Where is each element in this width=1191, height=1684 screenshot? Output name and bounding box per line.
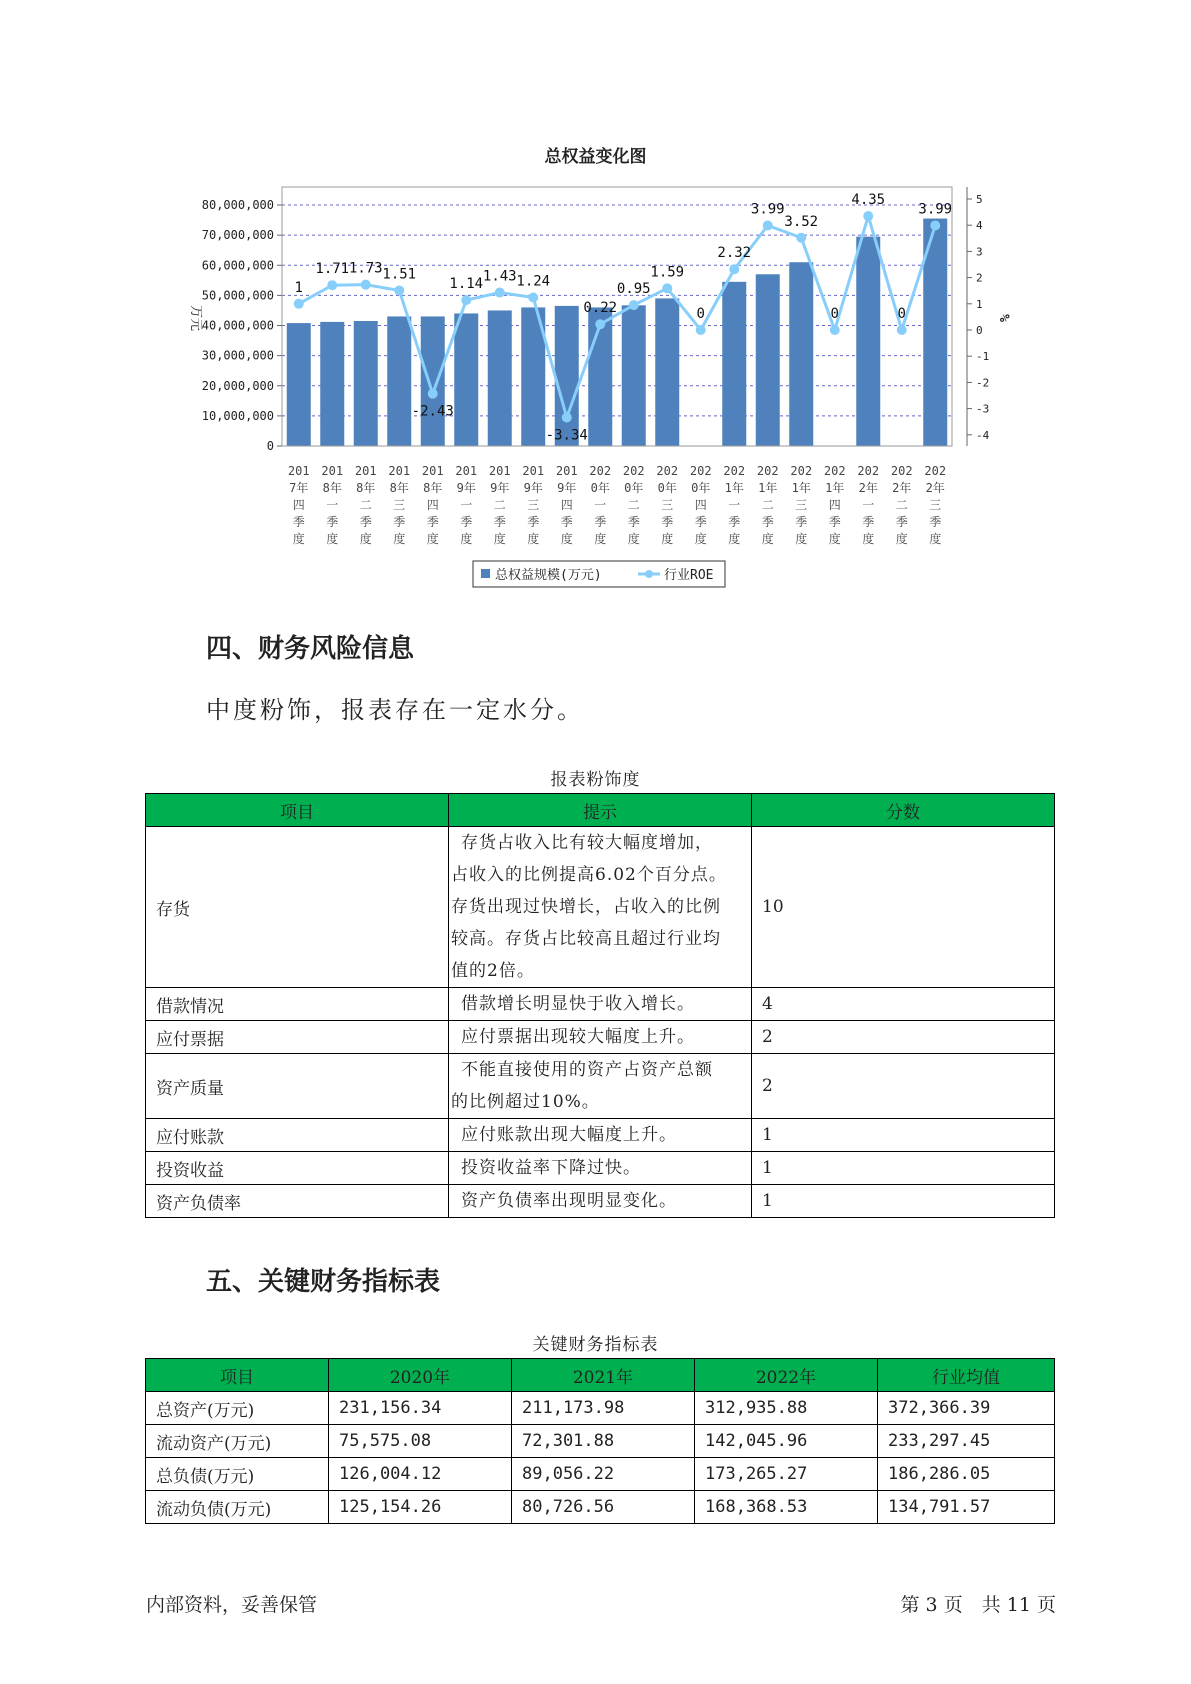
key-header-2022: 2022年: [695, 1359, 878, 1392]
section4-text: 中度粉饰，报表存在一定水分。: [206, 696, 584, 724]
roe-point: [629, 300, 639, 310]
category-label: 季: [795, 515, 808, 529]
legend-item-roe: 行业ROE: [664, 568, 714, 583]
category-label: 一: [594, 498, 607, 512]
y-right-label: %: [996, 314, 1011, 322]
category-label: 202: [924, 464, 947, 478]
equity-bar: [488, 310, 512, 446]
risk-hint-line: 的比例超过10%。: [451, 1092, 600, 1112]
right-tick-label: 0: [976, 324, 983, 337]
page-current: 3: [925, 1594, 938, 1616]
roe-data-label: 0.22: [583, 300, 618, 317]
category-label: 202: [756, 464, 779, 478]
risk-score: 1: [752, 1119, 1055, 1152]
risk-score: 2: [752, 1054, 1055, 1119]
left-tick-label: 10,000,000: [201, 408, 274, 423]
category-label: 季: [359, 515, 372, 529]
category-label: 202: [656, 464, 679, 478]
right-tick-label: 2: [976, 271, 983, 285]
category-label: 1年: [791, 481, 811, 495]
category-label: 季: [326, 515, 339, 529]
category-label: 1年: [724, 481, 744, 495]
category-label: 度: [761, 532, 774, 546]
roe-data-label: 0.95: [616, 281, 651, 298]
category-label: 季: [560, 515, 573, 529]
category-label: 8年: [389, 481, 409, 495]
roe-data-label: 3.99: [918, 201, 953, 218]
key-metric-value: 134,791.57: [878, 1491, 1055, 1524]
key-metric-value: 80,726.56: [512, 1491, 695, 1524]
left-tick-label: 40,000,000: [201, 318, 274, 333]
category-label: 度: [828, 532, 841, 546]
key-metric-label: 流动负债(万元): [146, 1491, 329, 1524]
category-label: 三: [661, 498, 674, 512]
risk-hint: [449, 1119, 752, 1152]
roe-data-label: 0: [696, 306, 705, 322]
category-label: 202: [857, 464, 880, 478]
category-label: 度: [359, 532, 372, 546]
roe-point: [930, 220, 940, 230]
key-metric-value: 89,056.22: [512, 1458, 695, 1491]
risk-hint: [449, 1185, 752, 1218]
risk-item: 资产负债率: [146, 1185, 449, 1218]
key-metric-value: 125,154.26: [329, 1491, 512, 1524]
roe-point: [662, 283, 672, 293]
roe-point: [327, 280, 337, 290]
key-metric-value: 211,173.98: [512, 1392, 695, 1425]
footer-note: 内部资料，妥善保管: [146, 1594, 318, 1616]
legend-bar-swatch: [481, 569, 490, 578]
category-label: 7年: [289, 481, 309, 495]
risk-table-row: [146, 1152, 1055, 1185]
roe-point: [763, 220, 773, 230]
risk-item: 投资收益: [146, 1152, 449, 1185]
category-label: 季: [292, 515, 305, 529]
key-metric-value: 168,368.53: [695, 1491, 878, 1524]
key-metric-value: 372,366.39: [878, 1392, 1055, 1425]
risk-hint-line: 应付账款出现大幅度上升。: [461, 1125, 677, 1145]
key-header-item: 项目: [146, 1359, 329, 1392]
legend-item-equity: 总权益规模(万元): [495, 568, 602, 583]
category-label: 202: [890, 464, 913, 478]
risk-hint: [449, 1054, 752, 1119]
category-label: 一: [460, 498, 473, 512]
category-label: 8年: [356, 481, 376, 495]
category-label: 季: [694, 515, 707, 529]
risk-table-caption: 报表粉饰度: [550, 770, 641, 790]
risk-table-header: [146, 794, 1055, 827]
equity-bar: [320, 322, 344, 446]
key-metrics-table: [145, 1358, 1055, 1524]
equity-bar: [756, 274, 780, 446]
risk-item: 应付账款: [146, 1119, 449, 1152]
left-tick-label: 80,000,000: [201, 198, 274, 212]
key-metric-label: 总资产(万元): [146, 1392, 329, 1425]
category-label: 一: [862, 498, 875, 512]
roe-point: [294, 299, 304, 309]
category-label: 1年: [825, 481, 845, 495]
category-label: 季: [728, 515, 741, 529]
category-label: 四: [426, 498, 439, 512]
right-tick-label: 3: [976, 245, 983, 259]
roe-data-label: 4.35: [851, 192, 886, 209]
risk-item: 借款情况: [146, 988, 449, 1021]
risk-hint-line: 不能直接使用的资产占资产总额: [461, 1060, 713, 1080]
category-label: 二: [493, 498, 506, 512]
equity-bar: [789, 262, 813, 446]
key-metric-value: 72,301.88: [512, 1425, 695, 1458]
category-label: 202: [723, 464, 746, 478]
category-label: 202: [823, 464, 846, 478]
risk-score: 1: [752, 1185, 1055, 1218]
page-number: [900, 1590, 1056, 1617]
key-table-caption: 关键财务指标表: [532, 1335, 659, 1355]
risk-hint-line: 值的2倍。: [451, 961, 535, 981]
category-label: 201: [421, 464, 444, 478]
risk-table-row: [146, 1021, 1055, 1054]
equity-bar: [354, 321, 378, 446]
category-label: 度: [393, 532, 406, 546]
risk-hint-line: 较高。存货占比较高且超过行业均: [451, 929, 721, 949]
right-tick-label: -4: [976, 428, 990, 442]
risk-item: 应付票据: [146, 1021, 449, 1054]
category-label: 9年: [490, 481, 510, 495]
category-label: 2年: [892, 481, 912, 495]
page-total: 11: [1006, 1594, 1031, 1616]
category-label: 201: [354, 464, 377, 478]
section5-heading: 五、关键财务指标表: [206, 1267, 441, 1297]
category-label: 201: [555, 464, 578, 478]
key-header-2020: 2020年: [329, 1359, 512, 1392]
key-metric-label: 流动资产(万元): [146, 1425, 329, 1458]
right-tick-label: 4: [976, 219, 983, 233]
category-label: 度: [560, 532, 573, 546]
page-suffix: 页: [1036, 1594, 1056, 1616]
roe-data-label: 0: [830, 306, 839, 322]
category-label: 季: [828, 515, 841, 529]
left-tick-label: 70,000,000: [201, 228, 274, 243]
key-table-row: [146, 1425, 1055, 1458]
key-metric-value: 75,575.08: [329, 1425, 512, 1458]
category-label: 一: [728, 498, 741, 512]
equity-bar: [387, 316, 411, 446]
category-label: 季: [460, 515, 473, 529]
risk-hint: [449, 827, 752, 988]
risk-hint: [449, 988, 752, 1021]
page-prefix: 第: [900, 1594, 920, 1616]
category-label: 三: [393, 498, 406, 512]
category-label: 202: [689, 464, 712, 478]
roe-data-label: -2.43: [411, 403, 454, 420]
roe-data-label: 1.73: [348, 260, 383, 277]
category-label: 一: [326, 498, 339, 512]
roe-data-label: 3.52: [784, 213, 819, 230]
category-label: 季: [493, 515, 506, 529]
risk-table-row: [146, 1054, 1055, 1119]
category-label: 二: [895, 498, 908, 512]
right-tick-label: -3: [976, 402, 990, 416]
equity-chart: [0, 0, 1191, 600]
category-label: 201: [388, 464, 411, 478]
roe-point: [428, 389, 438, 399]
key-metric-value: 231,156.34: [329, 1392, 512, 1425]
roe-point: [562, 413, 572, 423]
category-label: 四: [828, 498, 841, 512]
risk-hint-line: 应付票据出现较大幅度上升。: [461, 1027, 695, 1047]
roe-data-label: 1.14: [449, 276, 484, 293]
category-label: 度: [795, 532, 808, 546]
equity-bar: [454, 313, 478, 446]
category-label: 季: [426, 515, 439, 529]
category-label: 季: [393, 515, 406, 529]
risk-table-row: [146, 988, 1055, 1021]
category-label: 1年: [758, 481, 778, 495]
category-label: 0年: [624, 481, 644, 495]
category-label: 度: [661, 532, 674, 546]
roe-data-label: 0: [897, 306, 906, 322]
category-label: 9年: [456, 481, 476, 495]
legend-line-marker: [645, 570, 653, 578]
left-tick-label: 20,000,000: [201, 378, 274, 393]
category-label: 0年: [657, 481, 677, 495]
risk-hint-line: 借款增长明显快于收入增长。: [461, 994, 695, 1014]
category-label: 度: [527, 532, 540, 546]
risk-hint-line: 存货占收入比有较大幅度增加，: [461, 833, 713, 853]
category-label: 季: [627, 515, 640, 529]
category-label: 度: [895, 532, 908, 546]
key-metric-value: 142,045.96: [695, 1425, 878, 1458]
y-left-label: 万元: [188, 304, 203, 332]
category-label: 202: [589, 464, 612, 478]
category-label: 202: [790, 464, 813, 478]
key-header-2021: 2021年: [512, 1359, 695, 1392]
roe-point: [897, 325, 907, 335]
category-label: 度: [426, 532, 439, 546]
category-label: 四: [560, 498, 573, 512]
risk-table: [145, 793, 1055, 1218]
category-label: 度: [493, 532, 506, 546]
category-label: 度: [627, 532, 640, 546]
category-label: 三: [795, 498, 808, 512]
equity-bar: [722, 282, 746, 446]
roe-data-label: 2.32: [717, 245, 752, 262]
risk-hint: [449, 1021, 752, 1054]
equity-bar: [622, 305, 646, 446]
key-table-row: [146, 1392, 1055, 1425]
category-label: 度: [862, 532, 875, 546]
right-tick-label: 1: [976, 297, 983, 311]
right-tick-label: -1: [976, 350, 990, 364]
category-label: 季: [761, 515, 774, 529]
category-label: 201: [488, 464, 511, 478]
left-tick-label: 60,000,000: [201, 258, 274, 273]
category-label: 201: [522, 464, 545, 478]
category-label: 季: [661, 515, 674, 529]
risk-score: 4: [752, 988, 1055, 1021]
risk-table-row: [146, 827, 1055, 988]
category-label: 0年: [691, 481, 711, 495]
roe-point: [595, 319, 605, 329]
key-metric-value: 312,935.88: [695, 1392, 878, 1425]
category-label: 季: [527, 515, 540, 529]
risk-score: 10: [752, 827, 1055, 988]
category-label: 度: [929, 532, 942, 546]
key-metric-value: 233,297.45: [878, 1425, 1055, 1458]
header-score: 分数: [752, 794, 1055, 827]
key-metric-label: 总负债(万元): [146, 1458, 329, 1491]
roe-data-label: 3.99: [750, 201, 785, 218]
key-table-row: [146, 1458, 1055, 1491]
category-label: 202: [622, 464, 645, 478]
roe-point: [495, 288, 505, 298]
risk-hint-line: 资产负债率出现明显变化。: [461, 1191, 677, 1211]
category-label: 二: [359, 498, 372, 512]
category-label: 三: [929, 498, 942, 512]
section4-heading: 四、财务风险信息: [206, 634, 415, 664]
roe-point: [696, 325, 706, 335]
category-label: 201: [455, 464, 478, 478]
category-label: 8年: [322, 481, 342, 495]
equity-bar: [421, 316, 445, 446]
equity-bar: [555, 306, 579, 446]
roe-data-label: 1.43: [482, 268, 517, 285]
left-tick-label: 50,000,000: [201, 288, 274, 303]
roe-point: [461, 295, 471, 305]
header-item: 项目: [146, 794, 449, 827]
risk-hint-line: 存货出现过快增长，占收入的比例: [451, 897, 721, 917]
category-label: 季: [929, 515, 942, 529]
key-table-row: [146, 1491, 1055, 1524]
risk-hint-line: 投资收益率下降过快。: [461, 1158, 641, 1178]
left-tick-label: 0: [266, 439, 274, 453]
category-label: 度: [326, 532, 339, 546]
category-label: 201: [287, 464, 310, 478]
category-label: 四: [694, 498, 707, 512]
equity-bar: [655, 298, 679, 446]
roe-data-label: -3.34: [545, 427, 588, 444]
roe-point: [729, 264, 739, 274]
category-label: 度: [460, 532, 473, 546]
category-label: 三: [527, 498, 540, 512]
equity-bar: [856, 237, 880, 446]
key-header-industry: 行业均值: [878, 1359, 1055, 1392]
category-label: 度: [694, 532, 707, 546]
category-label: 9年: [557, 481, 577, 495]
risk-hint-line: 占收入的比例提高6.02个百分点。: [451, 865, 727, 885]
category-label: 度: [292, 532, 305, 546]
roe-data-label: 1.24: [516, 273, 551, 290]
risk-item: 存货: [146, 827, 449, 988]
risk-table-row: [146, 1185, 1055, 1218]
category-label: 度: [728, 532, 741, 546]
risk-item: 资产质量: [146, 1054, 449, 1119]
equity-bar: [287, 323, 311, 446]
right-tick-label: -2: [976, 376, 990, 390]
key-metric-value: 186,286.05: [878, 1458, 1055, 1491]
roe-point: [361, 280, 371, 290]
risk-table-row: [146, 1119, 1055, 1152]
category-label: 0年: [590, 481, 610, 495]
category-label: 201: [321, 464, 344, 478]
category-label: 二: [627, 498, 640, 512]
category-label: 8年: [423, 481, 443, 495]
roe-data-label: 1.71: [315, 261, 350, 278]
category-label: 2年: [858, 481, 878, 495]
category-label: 季: [895, 515, 908, 529]
roe-data-label: 1.51: [382, 266, 417, 283]
risk-hint: [449, 1152, 752, 1185]
roe-point: [394, 285, 404, 295]
roe-point: [830, 325, 840, 335]
header-hint: 提示: [449, 794, 752, 827]
category-label: 2年: [925, 481, 945, 495]
key-table-header: [146, 1359, 1055, 1392]
category-label: 季: [862, 515, 875, 529]
category-label: 9年: [523, 481, 543, 495]
roe-point: [863, 211, 873, 221]
category-label: 季: [594, 515, 607, 529]
plot-frame: [282, 187, 952, 446]
key-metric-value: 126,004.12: [329, 1458, 512, 1491]
roe-data-label: 1.59: [650, 264, 685, 281]
category-label: 度: [594, 532, 607, 546]
category-label: 四: [292, 498, 305, 512]
risk-score: 1: [752, 1152, 1055, 1185]
key-metric-value: 173,265.27: [695, 1458, 878, 1491]
roe-data-label: 1: [294, 279, 303, 296]
roe-point: [528, 293, 538, 303]
roe-point: [796, 233, 806, 243]
right-tick-label: 5: [976, 193, 983, 206]
page-mid: 页 共: [943, 1594, 1001, 1616]
chart-title: 总权益变化图: [544, 147, 647, 167]
risk-score: 2: [752, 1021, 1055, 1054]
category-label: 二: [761, 498, 774, 512]
left-tick-label: 30,000,000: [201, 348, 274, 363]
